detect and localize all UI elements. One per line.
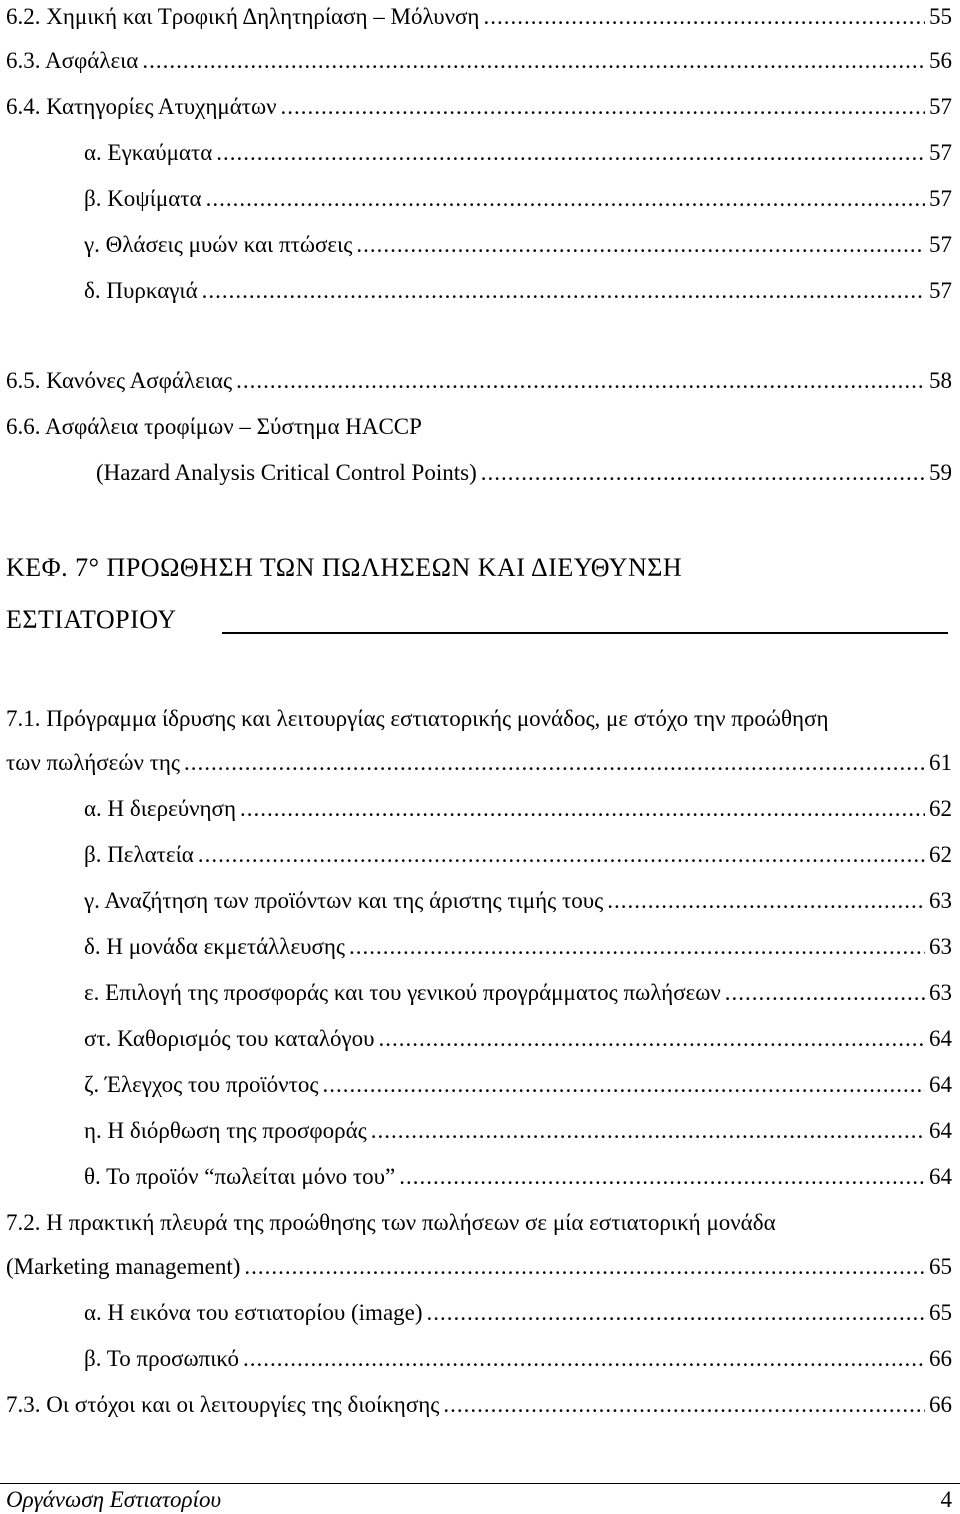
toc-entry-label: ε. Επιλογή της προσφοράς και του γενικού προγράμματος πωλήσεων (84, 980, 721, 1005)
toc-entry-page: 64 (929, 1118, 952, 1143)
toc-leader-dots (216, 136, 925, 170)
toc-entry-page: 63 (929, 980, 952, 1005)
toc-leader-dots (399, 1160, 925, 1194)
toc-leader-dots (607, 884, 925, 918)
toc-leader-dots (427, 1296, 925, 1330)
toc-entry (84, 182, 952, 216)
toc-entry-title-line: 7.2. Η πρακτική πλευρά της προώθησης των πωλήσεων σε μία εστιατορική μονάδα (6, 1210, 776, 1235)
toc-entry-label: (Hazard Analysis Critical Control Points) (96, 460, 477, 485)
toc-entry (84, 1114, 952, 1148)
toc-entry (84, 1296, 952, 1330)
toc-entry-page: 57 (929, 186, 952, 211)
toc-entry (84, 838, 952, 872)
toc-leader-dots (349, 930, 925, 964)
toc-entry (84, 1160, 952, 1194)
toc-entry-page: 63 (929, 934, 952, 959)
toc-leader-dots (443, 1388, 925, 1422)
toc-entry-label: (Marketing management) (6, 1254, 241, 1279)
toc-entry-label: β. Πελατεία (84, 842, 194, 867)
toc-entry (6, 1250, 952, 1284)
toc-entry-label: η. Η διόρθωση της προσφοράς (84, 1118, 367, 1143)
toc-entry-page: 66 (929, 1346, 952, 1371)
toc-leader-dots (379, 1022, 925, 1056)
toc-entry (96, 456, 952, 490)
toc-entry (6, 364, 952, 398)
toc-leader-dots (356, 228, 925, 262)
toc-entry-page: 57 (929, 94, 952, 119)
toc-entry (84, 1342, 952, 1376)
toc-leader-dots (142, 44, 925, 78)
toc-entry (6, 0, 952, 34)
toc-entry-label: ζ. Έλεγχος του προϊόντος (84, 1072, 319, 1097)
toc-entry-page: 65 (929, 1254, 952, 1279)
toc-entry (84, 792, 952, 826)
toc-leader-dots (481, 456, 925, 490)
toc-entry (84, 930, 952, 964)
toc-entry-page: 66 (929, 1392, 952, 1417)
toc-entry-label: α. Εγκαύματα (84, 140, 213, 165)
toc-entry-page: 62 (929, 842, 952, 867)
toc-entry (6, 44, 952, 78)
toc-entry-page: 63 (929, 888, 952, 913)
toc-leader-dots (244, 1250, 925, 1284)
toc-leader-dots (725, 976, 925, 1010)
toc-entry-label: β. Κοψίματα (84, 186, 202, 211)
toc-entry (6, 746, 952, 780)
toc-entry-page: 59 (929, 460, 952, 485)
toc-leader-dots (371, 1114, 925, 1148)
toc-entry-page: 57 (929, 232, 952, 257)
chapter-underline (222, 632, 948, 634)
toc-leader-dots (198, 838, 925, 872)
toc-entry-label: θ. Το προϊόν “πωλείται μόνο του” (84, 1164, 396, 1189)
chapter-heading-continued: ΕΣΤΙΑΤΟΡΙΟΥ (6, 605, 177, 634)
toc-entry-label: α. Η διερεύνηση (84, 796, 236, 821)
toc-entry-page: 64 (929, 1072, 952, 1097)
toc-entry-label: α. Η εικόνα του εστιατορίου (image) (84, 1300, 423, 1325)
toc-leader-dots (281, 90, 925, 124)
toc-entry-label: 6.5. Κανόνες Ασφάλειας (6, 368, 233, 393)
toc-entry-page: 56 (929, 48, 952, 73)
toc-entry-label: 7.3. Οι στόχοι και οι λειτουργίες της διοίκησης (6, 1392, 440, 1417)
toc-leader-dots (206, 182, 925, 216)
toc-leader-dots (202, 274, 925, 308)
toc-entry (84, 976, 952, 1010)
toc-entry-label: 6.2. Χημική και Τροφική Δηλητηρίαση – Μόλυνση (6, 4, 480, 29)
footer-page-number: 4 (940, 1487, 952, 1512)
toc-entry-page: 57 (929, 140, 952, 165)
toc-entry-label: 6.4. Κατηγορίες Ατυχημάτων (6, 94, 277, 119)
toc-entry (84, 274, 952, 308)
toc-entry-label: γ. Αναζήτηση των προϊόντων και της άριστης τιμής τους (84, 888, 604, 913)
toc-entry (84, 1022, 952, 1056)
toc-entry-page: 64 (929, 1026, 952, 1051)
toc-leader-dots (236, 364, 925, 398)
toc-entry-label: των πωλήσεών της (6, 750, 180, 775)
toc-entry-title-line: 7.1. Πρόγραμμα ίδρυσης και λειτουργίας εστιατορικής μονάδος, με στόχο την προώθηση (6, 706, 829, 731)
toc-leader-dots (483, 0, 925, 34)
toc-entry (6, 1388, 952, 1422)
toc-leader-dots (184, 746, 925, 780)
toc-entry (6, 90, 952, 124)
footer-title: Οργάνωση Εστιατορίου (6, 1487, 222, 1512)
toc-entry-label: β. Το προσωπικό (84, 1346, 240, 1371)
toc-leader-dots (322, 1068, 925, 1102)
toc-entry (84, 136, 952, 170)
toc-entry-label: στ. Καθορισμός του καταλόγου (84, 1026, 375, 1051)
toc-entry-page: 65 (929, 1300, 952, 1325)
toc-leader-dots (243, 1342, 925, 1376)
footer-divider (0, 1483, 960, 1484)
toc-leader-dots (240, 792, 925, 826)
toc-entry-page: 58 (929, 368, 952, 393)
toc-entry-label: δ. Η μονάδα εκμετάλλευσης (84, 934, 346, 959)
toc-entry-page: 61 (929, 750, 952, 775)
toc-entry-page: 64 (929, 1164, 952, 1189)
toc-entry-label: 6.3. Ασφάλεια (6, 48, 139, 73)
toc-entry-label: γ. Θλάσεις μυών και πτώσεις (84, 232, 353, 257)
chapter-heading: ΚΕΦ. 7° ΠΡΟΩΘΗΣΗ ΤΩΝ ΠΩΛΗΣΕΩΝ ΚΑΙ ΔΙΕΥΘΥΝΣΗ (6, 553, 683, 582)
toc-entry-page: 57 (929, 278, 952, 303)
toc-entry-title-line: 6.6. Ασφάλεια τροφίμων – Σύστημα HACCP (6, 414, 422, 439)
toc-entry-label: δ. Πυρκαγιά (84, 278, 198, 303)
toc-entry (84, 884, 952, 918)
toc-entry (84, 1068, 952, 1102)
toc-entry-page: 62 (929, 796, 952, 821)
toc-entry-page: 55 (929, 4, 952, 29)
toc-entry (84, 228, 952, 262)
